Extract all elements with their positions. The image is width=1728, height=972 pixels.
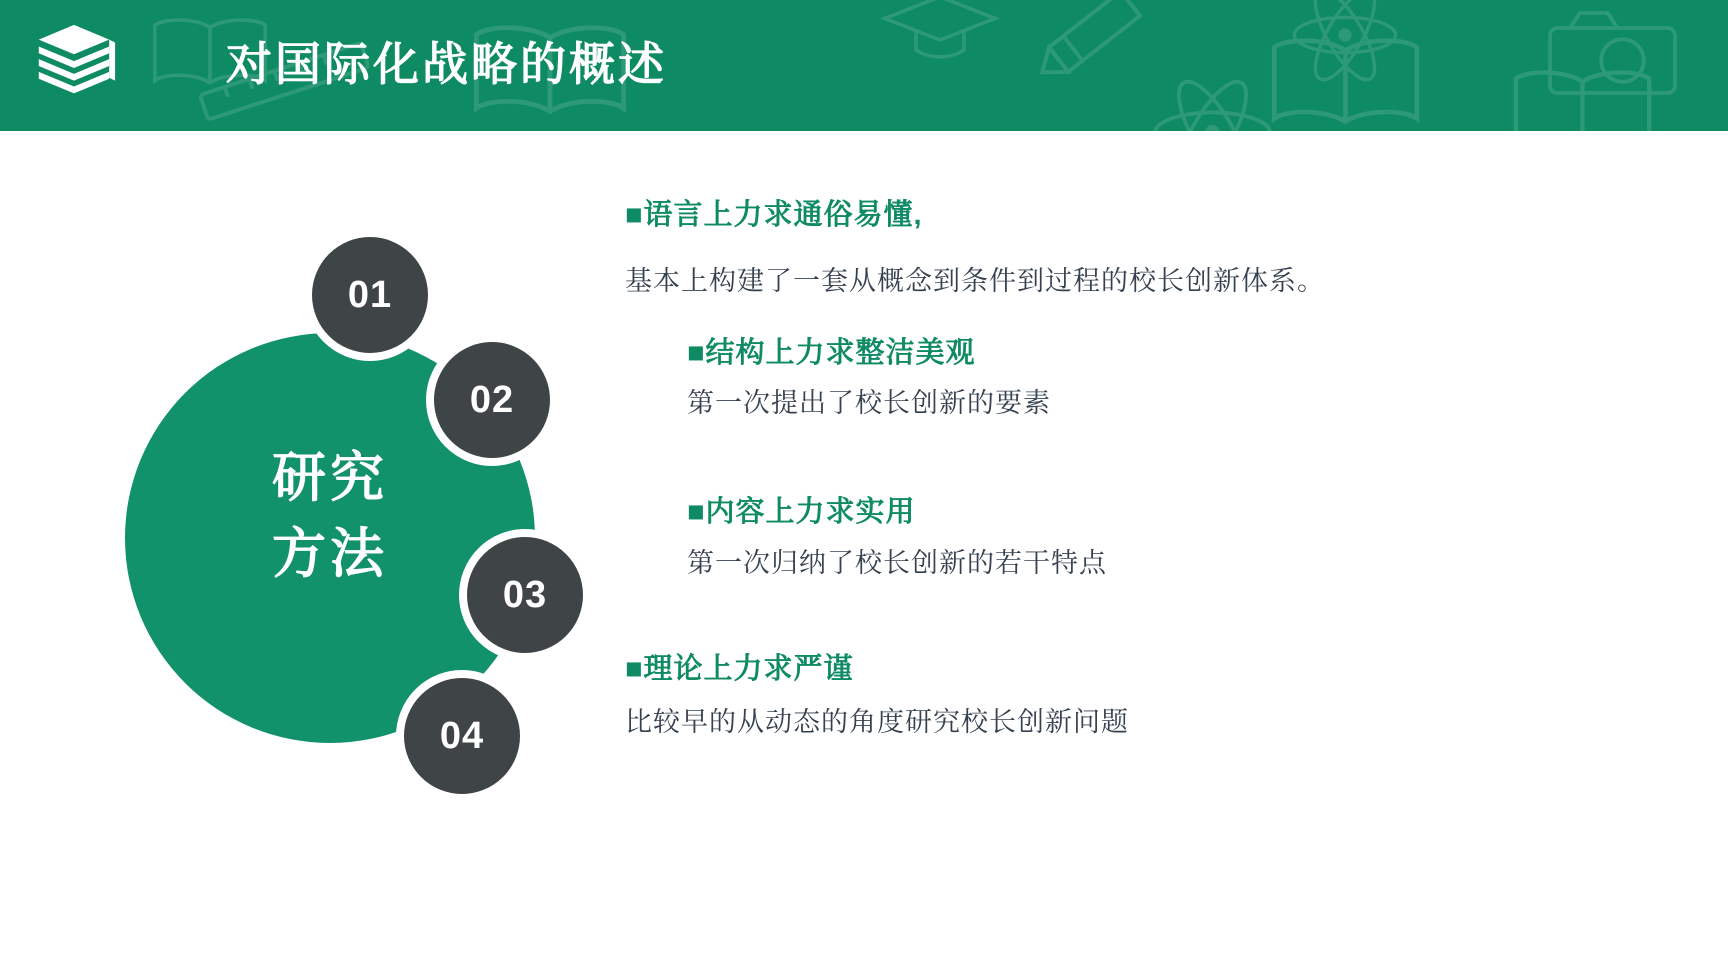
section-structure-body: 第一次提出了校长创新的要素 [687, 388, 1051, 418]
section-language-body: 基本上构建了一套从概念到条件到过程的校长创新体系。 [625, 266, 1325, 296]
section-content-heading: ■内容上力求实用 [687, 496, 916, 528]
slide-title: 对国际化战略的概述 [226, 38, 667, 90]
center-circle-label [272, 440, 388, 592]
numbered-node-03 [459, 529, 591, 661]
numbered-node-02 [426, 334, 558, 466]
slide-header [0, 0, 1728, 131]
section-theory-heading: ■理论上力求严谨 [625, 653, 854, 685]
node-02-number: 02 [469, 378, 515, 421]
section-content [687, 489, 1107, 580]
numbered-node-04 [396, 670, 528, 802]
node-01-number: 01 [347, 273, 393, 316]
section-theory-body: 比较早的从动态的角度研究校长创新问题 [625, 707, 1129, 737]
numbered-node-01 [304, 229, 436, 361]
center-label-line1: 研究 [272, 448, 388, 508]
section-language-heading: ■语言上力求通俗易懂, [625, 199, 923, 231]
section-structure-heading: ■结构上力求整洁美观 [687, 337, 976, 369]
center-label-line2: 方法 [272, 524, 388, 584]
node-03-number: 03 [502, 573, 548, 616]
section-structure [687, 330, 1051, 420]
section-theory [625, 646, 1129, 739]
node-04-number: 04 [439, 714, 485, 757]
section-language [625, 192, 1325, 298]
section-content-body: 第一次归纳了校长创新的若干特点 [687, 548, 1107, 578]
book-stack-icon [30, 20, 118, 112]
